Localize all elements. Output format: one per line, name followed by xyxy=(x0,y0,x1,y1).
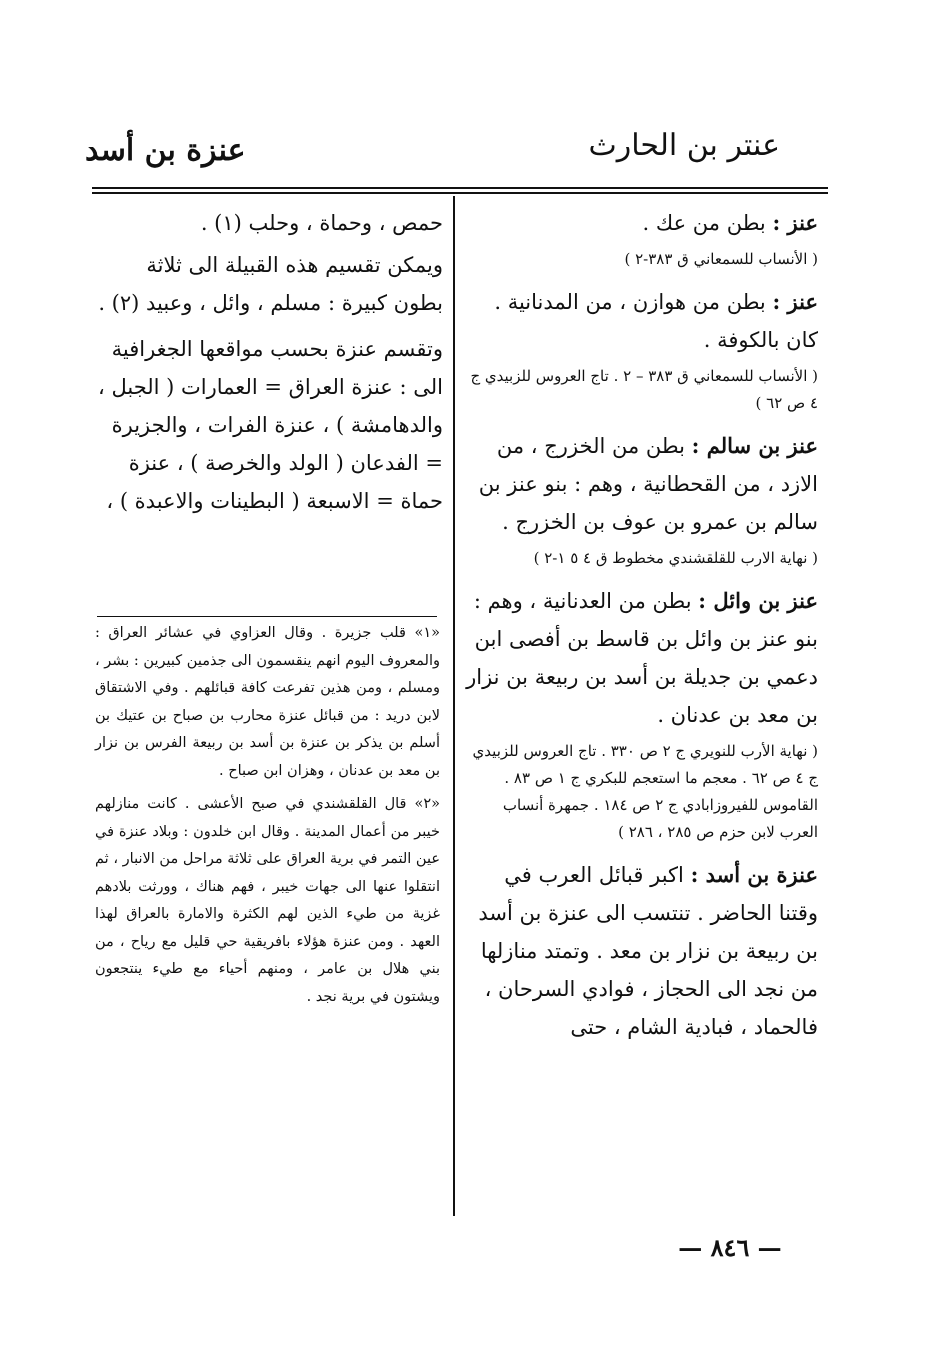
entry-head: عنز بن سالم : xyxy=(691,433,818,458)
entry-anz-hawazin xyxy=(462,283,818,359)
entry-text: بطن من عك . xyxy=(642,211,766,235)
source-citation: ( الأنساب للسمعاني ق ٣٨٣ – ٢ . تاج العروس للزبيدي ج ٤ ص ٦٢ ) xyxy=(470,367,818,412)
source-citation: ( نهاية الارب للقلقشندي مخطوط ق ٤ ٥ ١-٢ ) xyxy=(533,549,818,567)
body-paragraph: ويمكن تقسيم هذه القبيلة الى ثلاثة بطون كبيرة : مسلم ، وائل ، وعبيد (٢) . xyxy=(98,253,443,315)
entry-head: عنز بن وائل : xyxy=(698,588,818,613)
footnote-1: «١» قلب جزيرة . وقال العزاوي في عشائر العراق : والمعروف اليوم انهم ينقسمون الى جذمين كبيرين : بشر ، ومسلم ، ومن هذين تفرعت كافة قبائلهم . وفي الاشتقاق لابن دريد : من قبائل عنزة محارب بن صباح بن عتيك بن أسلم بن يذكر بن عنزة بن أسد بن ربيعة الفرس بن نزار بن معد بن عدنان ، وهزان ابن صباح . xyxy=(95,625,440,779)
entry-anz-bin-salim xyxy=(462,427,818,541)
entry-text: بطن من الخزرج ، من الازد ، من القحطانية ، وهم : بنو عنز بن سالم بن عمرو بن عوف بن الخزرج . xyxy=(478,434,818,534)
entry-anz-akk xyxy=(462,204,818,242)
entry-anaza-bin-asad xyxy=(462,856,818,1046)
running-header-left: عنزة بن أسد xyxy=(85,133,246,168)
right-column xyxy=(462,204,818,1046)
entry-text: بطن من العدنانية ، وهم : بنو عنز بن وائل بن قاسط بن أفصى ابن دعمي بن جديلة بن أسد بن ربيعة بن نزار بن معد بن عدنان . xyxy=(466,589,818,727)
entry-head: عنزة بن أسد : xyxy=(690,862,818,887)
body-paragraph: حمص ، وحماة ، وحلب (١) . xyxy=(200,211,443,235)
entry-head: عنز : xyxy=(772,289,818,314)
footnote-rule xyxy=(97,616,437,617)
footnote-2: «٢» قال القلقشندي في صبح الأعشى . كانت منازلهم خيبر من أعمال المدينة . وقال ابن خلدون : وبلاد عنزة في عين التمر في برية العراق على ثلاثة مراحل من الانبار ، ثم انتقلوا عنها الى جهات خيبر ، فهم هناك ، وورثت بلادهم غزية من طيء الذين لهم الكثرة والامارة بالعراق لهذا العهد . ومن عنزة هؤلاء بافريقية حي قليل مع رياح ، من بني هلال بن عامر ، ومنهم أحياء مع طيء ينتجعون ويشتون في برية نجد . xyxy=(95,796,440,1005)
entry-text: اكبر قبائل العرب في وقتنا الحاضر . تنتسب الى عنزة بن أسد بن ربيعة بن نزار بن معد . وتمتد منازلها من نجد الى الحجاز ، فوادي السرحان ، فالحماد ، فبادية الشام ، حتى xyxy=(478,863,818,1039)
page-number: — ٨٤٦ — xyxy=(678,1233,782,1262)
source-citation: ( نهاية الأرب للنويري ج ٢ ص ٣٣٠ . تاج العروس للزبيدي ج ٤ ص ٦٢ . معجم ما استعجم للبكري ج ١ ص ٨٣ . القاموس للفيروزابادي ج ٢ ص ١٨٤ . جمهرة أنساب العرب لابن حزم ص ٢٨٥ ، ٢٨٦ ) xyxy=(472,742,818,841)
column-divider xyxy=(453,196,455,1216)
header-rule-top xyxy=(92,187,828,189)
left-column xyxy=(95,204,443,520)
header-rule-bottom xyxy=(92,192,828,194)
running-header-right: عنتر بن الحارث xyxy=(588,128,780,163)
entry-anz-bin-wail xyxy=(462,582,818,734)
body-paragraph: وتقسم عنزة بحسب مواقعها الجغرافية الى : عنزة العراق = العمارات ( الجبل ، والدهامشة ) ، عنزة الفرات ، والجزيرة = الفدعان ( الولد والخرصة ) ، عنزة حماة = الاسبعة ( البطينات والاعبدة ) ، xyxy=(98,337,443,513)
source-citation: ( الأنساب للسمعاني ق ٣٨٣-٢ ) xyxy=(624,250,818,268)
entry-head: عنز : xyxy=(772,210,818,235)
entry-text: بطن من هوازن ، من المدنانية . كان بالكوفة . xyxy=(494,290,818,352)
footnotes xyxy=(95,620,440,1011)
